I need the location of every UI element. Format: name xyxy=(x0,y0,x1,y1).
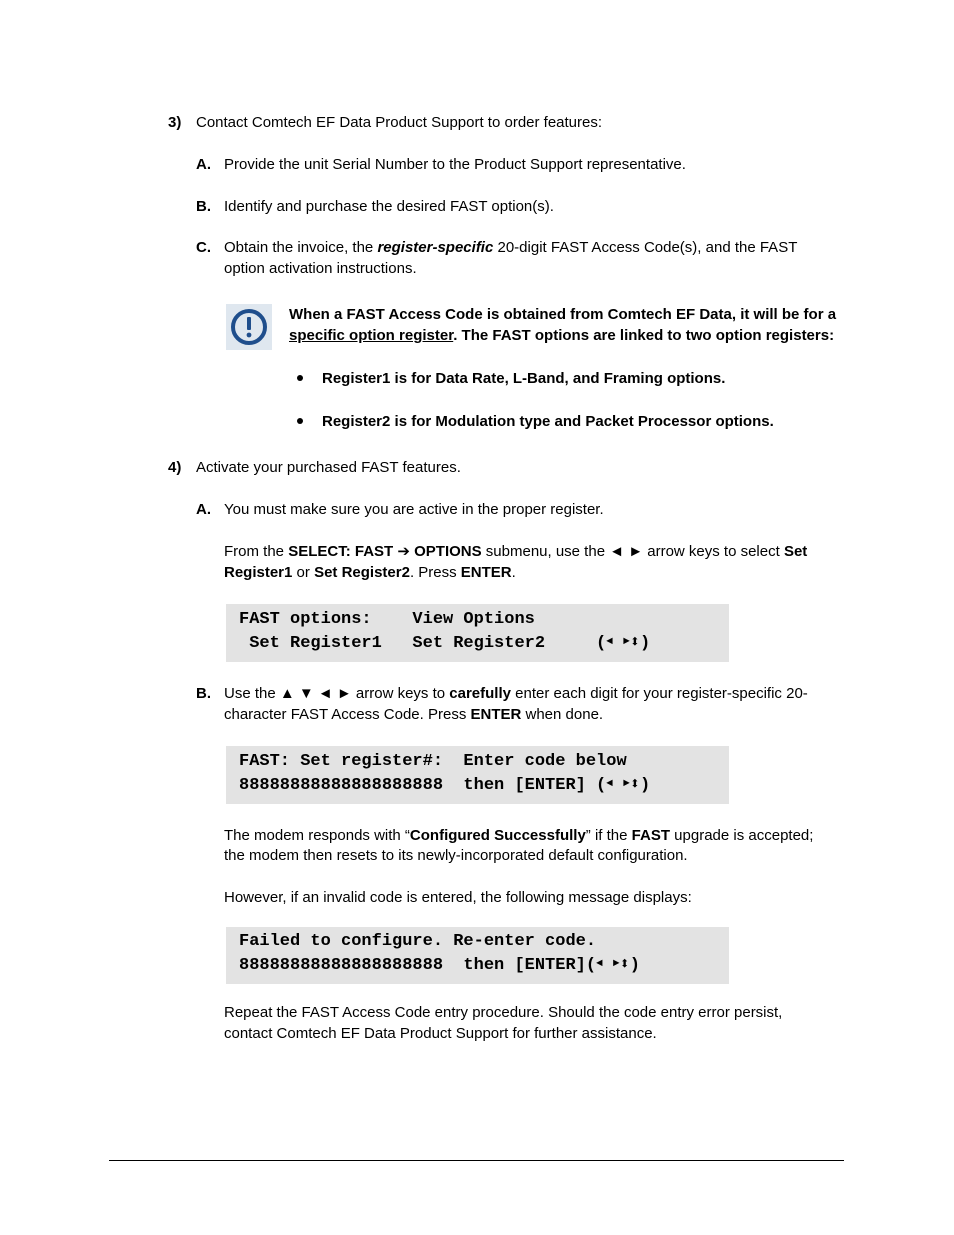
substep-text: You must make sure you are active in the proper register. xyxy=(224,501,604,518)
bullet-dot xyxy=(297,418,303,424)
lcd-row: Failed to configure. Re-enter code. xyxy=(239,932,597,951)
substep-text-line2: option activation instructions. xyxy=(224,260,417,277)
bullet-dot xyxy=(297,375,303,381)
invalid-code-text: However, if an invalid code is entered, the following message displays: xyxy=(224,889,692,906)
lcd-row: FAST options: View Options xyxy=(239,610,535,629)
step-number: 3) xyxy=(168,114,182,131)
note-line1: When a FAST Access Code is obtained from Comtech EF Data, it will be for a xyxy=(289,306,837,323)
lcd-display xyxy=(226,927,729,984)
note-bullet: Register2 is for Modulation type and Packet Processor options. xyxy=(322,413,774,430)
instruction-text: From the SELECT: FAST ➔ OPTIONS submenu, use the ◄ ► arrow keys to select Set xyxy=(224,543,808,560)
right-arrow-icon: ► xyxy=(623,636,630,648)
repeat-text: Repeat the FAST Access Code entry procedure. Should the code entry error persist, xyxy=(224,1004,783,1021)
note-line2: specific option register. The FAST options are linked to two option registers: xyxy=(289,327,835,344)
footer-rule xyxy=(109,1160,844,1161)
lcd-row: 88888888888888888888 then [ENTER](◄ ►⬍) xyxy=(239,956,640,975)
substep-text: Provide the unit Serial Number to the Product Support representative. xyxy=(224,156,686,173)
substep-text: Obtain the invoice, the register-specific 20-digit FAST Access Code(s), and the FAST xyxy=(224,239,798,256)
left-arrow-icon: ◄ xyxy=(606,636,613,648)
substep-text: Use the ▲ ▼ ◄ ► arrow keys to carefully enter each digit for your register-specific 20- xyxy=(224,685,808,702)
substep-text-line2: character FAST Access Code. Press ENTER when done. xyxy=(224,706,604,723)
lcd-display xyxy=(226,746,729,804)
updown-arrow-icon: ⬍ xyxy=(629,776,640,795)
lcd-row: Set Register1 Set Register2 (◄ ►⬍) xyxy=(239,634,651,653)
substep-label: C. xyxy=(196,239,211,256)
instruction-text-line2: Register1 or Set Register2. Press ENTER. xyxy=(224,564,516,581)
step-text: Activate your purchased FAST features. xyxy=(196,459,461,476)
substep-text: Identify and purchase the desired FAST option(s). xyxy=(224,198,554,215)
substep-label: A. xyxy=(196,156,211,173)
response-text-line2: the modem then resets to its newly-incorporated default configuration. xyxy=(224,847,688,864)
info-exclamation-icon xyxy=(226,304,272,350)
left-arrow-icon: ◄ xyxy=(596,958,603,970)
step-number: 4) xyxy=(168,459,182,476)
lcd-display xyxy=(226,604,729,662)
substep-label: A. xyxy=(196,501,211,518)
response-text: The modem responds with “Configured Successfully” if the FAST upgrade is accepted; xyxy=(224,827,814,844)
right-arrow-icon: ► xyxy=(612,958,620,970)
updown-arrow-icon: ⬍ xyxy=(629,634,640,653)
step-text: Contact Comtech EF Data Product Support to order features: xyxy=(196,114,603,131)
note-bullet: Register1 is for Data Rate, L-Band, and Framing options. xyxy=(322,370,726,387)
substep-label: B. xyxy=(196,685,211,702)
repeat-text-line2: contact Comtech EF Data Product Support for further assistance. xyxy=(224,1025,657,1042)
right-arrow-icon: ► xyxy=(623,778,630,790)
substep-label: B. xyxy=(196,198,211,215)
updown-arrow-icon: ⬍ xyxy=(619,956,630,975)
left-arrow-icon: ◄ xyxy=(606,778,613,790)
lcd-row: FAST: Set register#: Enter code below xyxy=(239,752,627,771)
lcd-row: 88888888888888888888 then [ENTER] (◄ ►⬍) xyxy=(239,776,651,795)
